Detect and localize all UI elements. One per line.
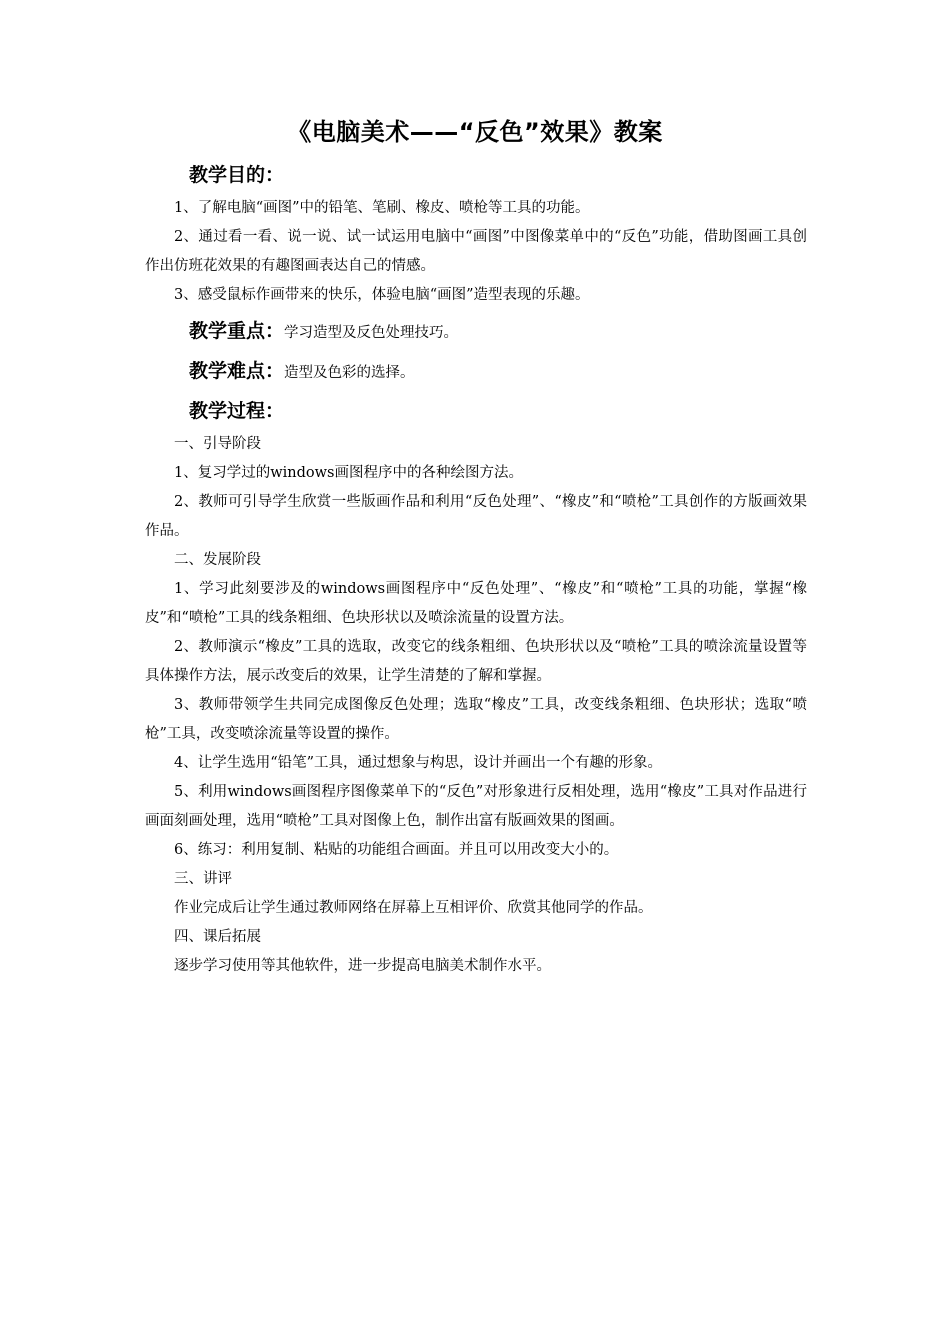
document-title: 《电脑美术——“反色”效果》教案 — [287, 118, 663, 146]
difficulty-heading: 教学难点： — [189, 360, 285, 382]
stage-text: 逐步学习使用等其他软件，进一步提高电脑美术制作水平。 — [174, 958, 551, 974]
stage-item: 6、练习：利用复制、粘贴的功能组合画面。并且可以用改变大小的。 — [174, 842, 619, 858]
stage-item: 3、教师带领学生共同完成图像反色处理；选取“橡皮”工具，改变线条粗细、色块形状；选取“喷枪”工具，改变喷涂流量等设置的操作。 — [145, 697, 807, 742]
stage-item: 2、教师可引导学生欣赏一些版画作品和利用“反色处理”、“橡皮”和“喷枪”工具创作的方版画效果作品。 — [145, 494, 807, 539]
difficulty-text: 造型及色彩的选择。 — [284, 365, 415, 381]
key-point-heading: 教学重点： — [189, 320, 285, 342]
stage-title: 二、发展阶段 — [174, 552, 261, 568]
stage-item: 2、教师演示“橡皮”工具的选取，改变它的线条粗细、色块形状以及“喷枪”工具的喷涂流量设置等具体操作方法，展示改变后的效果，让学生清楚的了解和掌握。 — [145, 639, 807, 684]
key-point-section — [145, 312, 807, 352]
stage-item: 5、利用windows画图程序图像菜单下的“反色”对形象进行反相处理，选用“橡皮”工具对作品进行画面刻画处理，选用“喷枪”工具对图像上色，制作出富有版画效果的图画。 — [145, 784, 807, 829]
objective-item: 2、通过看一看、说一说、试一试运用电脑中“画图”中图像菜单中的“反色”功能，借助图画工具创作出仿班花效果的有趣图画表达自己的情感。 — [145, 229, 807, 274]
stage-item: 4、让学生选用“铅笔”工具，通过想象与构思，设计并画出一个有趣的形象。 — [174, 755, 663, 771]
stage-title: 一、引导阶段 — [174, 436, 261, 452]
process-heading: 教学过程： — [189, 400, 285, 422]
stage-text: 作业完成后让学生通过教师网络在屏幕上互相评价、欣赏其他同学的作品。 — [174, 900, 653, 916]
stage-item: 1、学习此刻要涉及的windows画图程序中“反色处理”、“橡皮”和“喷枪”工具的功能，掌握“橡皮”和“喷枪”工具的线条粗细、色块形状以及喷涂流量的设置方法。 — [145, 581, 807, 626]
objective-item: 1、了解电脑“画图”中的铅笔、笔刷、橡皮、喷枪等工具的功能。 — [174, 200, 590, 216]
document-body — [145, 156, 807, 981]
objectives-heading: 教学目的： — [189, 164, 285, 186]
objective-item: 3、感受鼠标作画带来的快乐，体验电脑“画图”造型表现的乐趣。 — [174, 287, 590, 303]
stage-title: 三、讲评 — [174, 871, 232, 887]
stage-title: 四、课后拓展 — [174, 929, 261, 945]
stage-item: 1、复习学过的windows画图程序中的各种绘图方法。 — [174, 465, 523, 481]
key-point-text: 学习造型及反色处理技巧。 — [284, 325, 459, 341]
difficulty-section — [145, 352, 807, 392]
